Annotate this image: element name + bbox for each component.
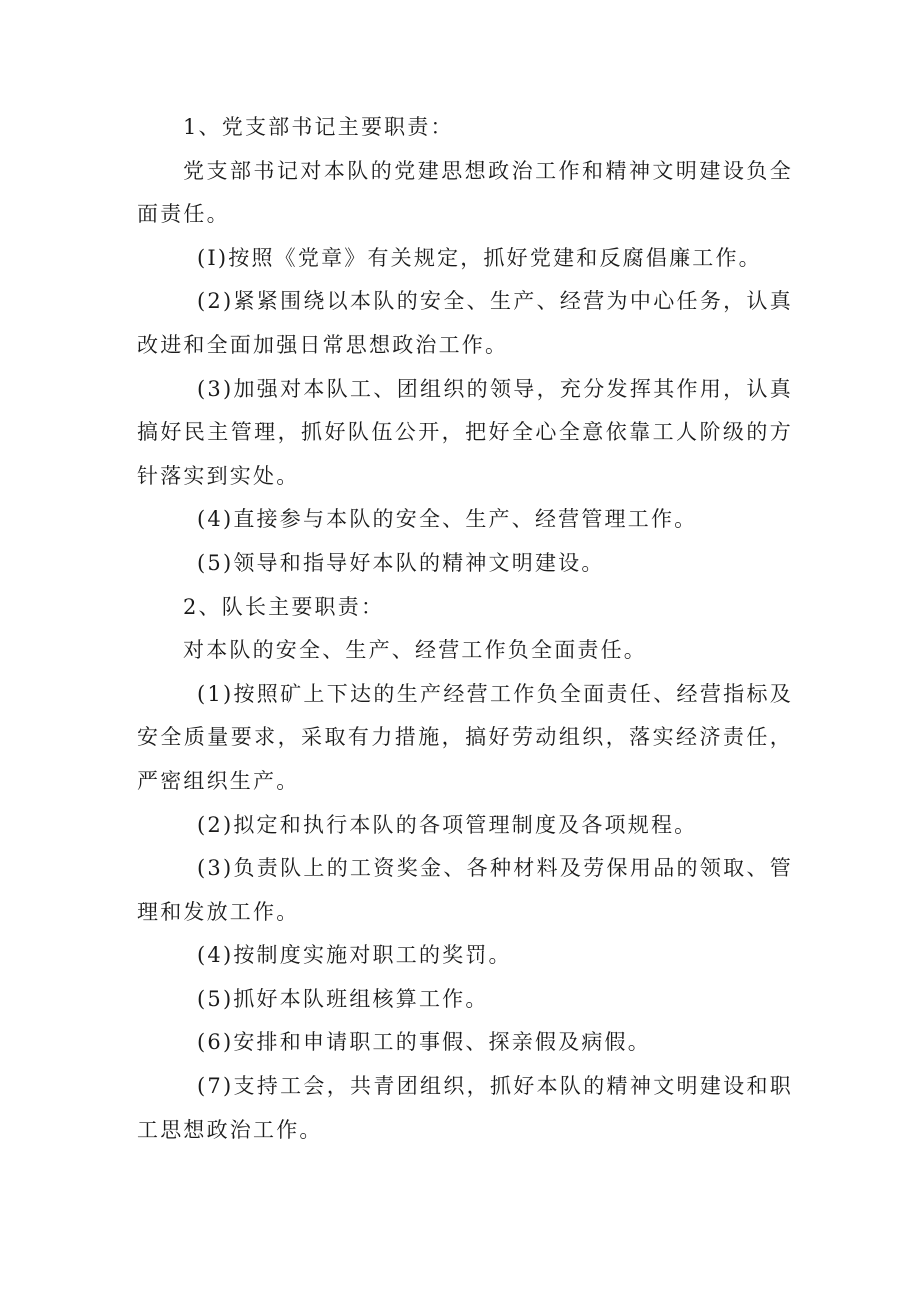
- list-item: (I)按照《党章》有关规定，抓好党建和反腐倡廉工作。: [197, 245, 762, 270]
- list-item: (7)支持工会，共青团组织，抓好本队的精神文明建设和职工思想政治工作。: [137, 1074, 793, 1142]
- paragraph-team-leader-summary: 对本队的安全、生产、经营工作负全面责任。: [183, 638, 647, 663]
- document-body: [137, 106, 793, 1152]
- list-item: (6)安排和申请职工的事假、探亲假及病假。: [197, 1030, 651, 1055]
- list-item: (5)抓好本队班组核算工作。: [197, 986, 489, 1011]
- list-item: (3)负责队上的工资奖金、各种材料及劳保用品的领取、管理和发放工作。: [137, 856, 793, 924]
- list-item: (1)按照矿上下达的生产经营工作负全面责任、经营指标及安全质量要求，采取有力措施，搞好劳动组织，落实经济责任，严密组织生产。: [137, 681, 793, 793]
- list-item: (4)直接参与本队的安全、生产、经营管理工作。: [197, 507, 698, 532]
- list-item: (5)领导和指导好本队的精神文明建设。: [197, 550, 605, 575]
- paragraph-party-secretary-summary: 党支部书记对本队的党建思想政治工作和精神文明建设负全面责任。: [137, 158, 793, 227]
- section-heading-team-leader: 2、队长主要职责：: [183, 594, 385, 619]
- list-item: (3)加强对本队工、团组织的领导，充分发挥其作用，认真搞好民主管理，抓好队伍公开，把好全心全意依靠工人阶级的方针落实到实处。: [137, 376, 793, 488]
- section-heading-party-secretary: 1、党支部书记主要职责：: [183, 115, 454, 139]
- list-item: (2)紧紧围绕以本队的安全、生产、经营为中心任务，认真改进和全面加强日常思想政治工作。: [137, 289, 793, 357]
- list-item: (4)按制度实施对职工的奖罚。: [197, 943, 512, 968]
- list-item: (2)拟定和执行本队的各项管理制度及各项规程。: [197, 812, 698, 837]
